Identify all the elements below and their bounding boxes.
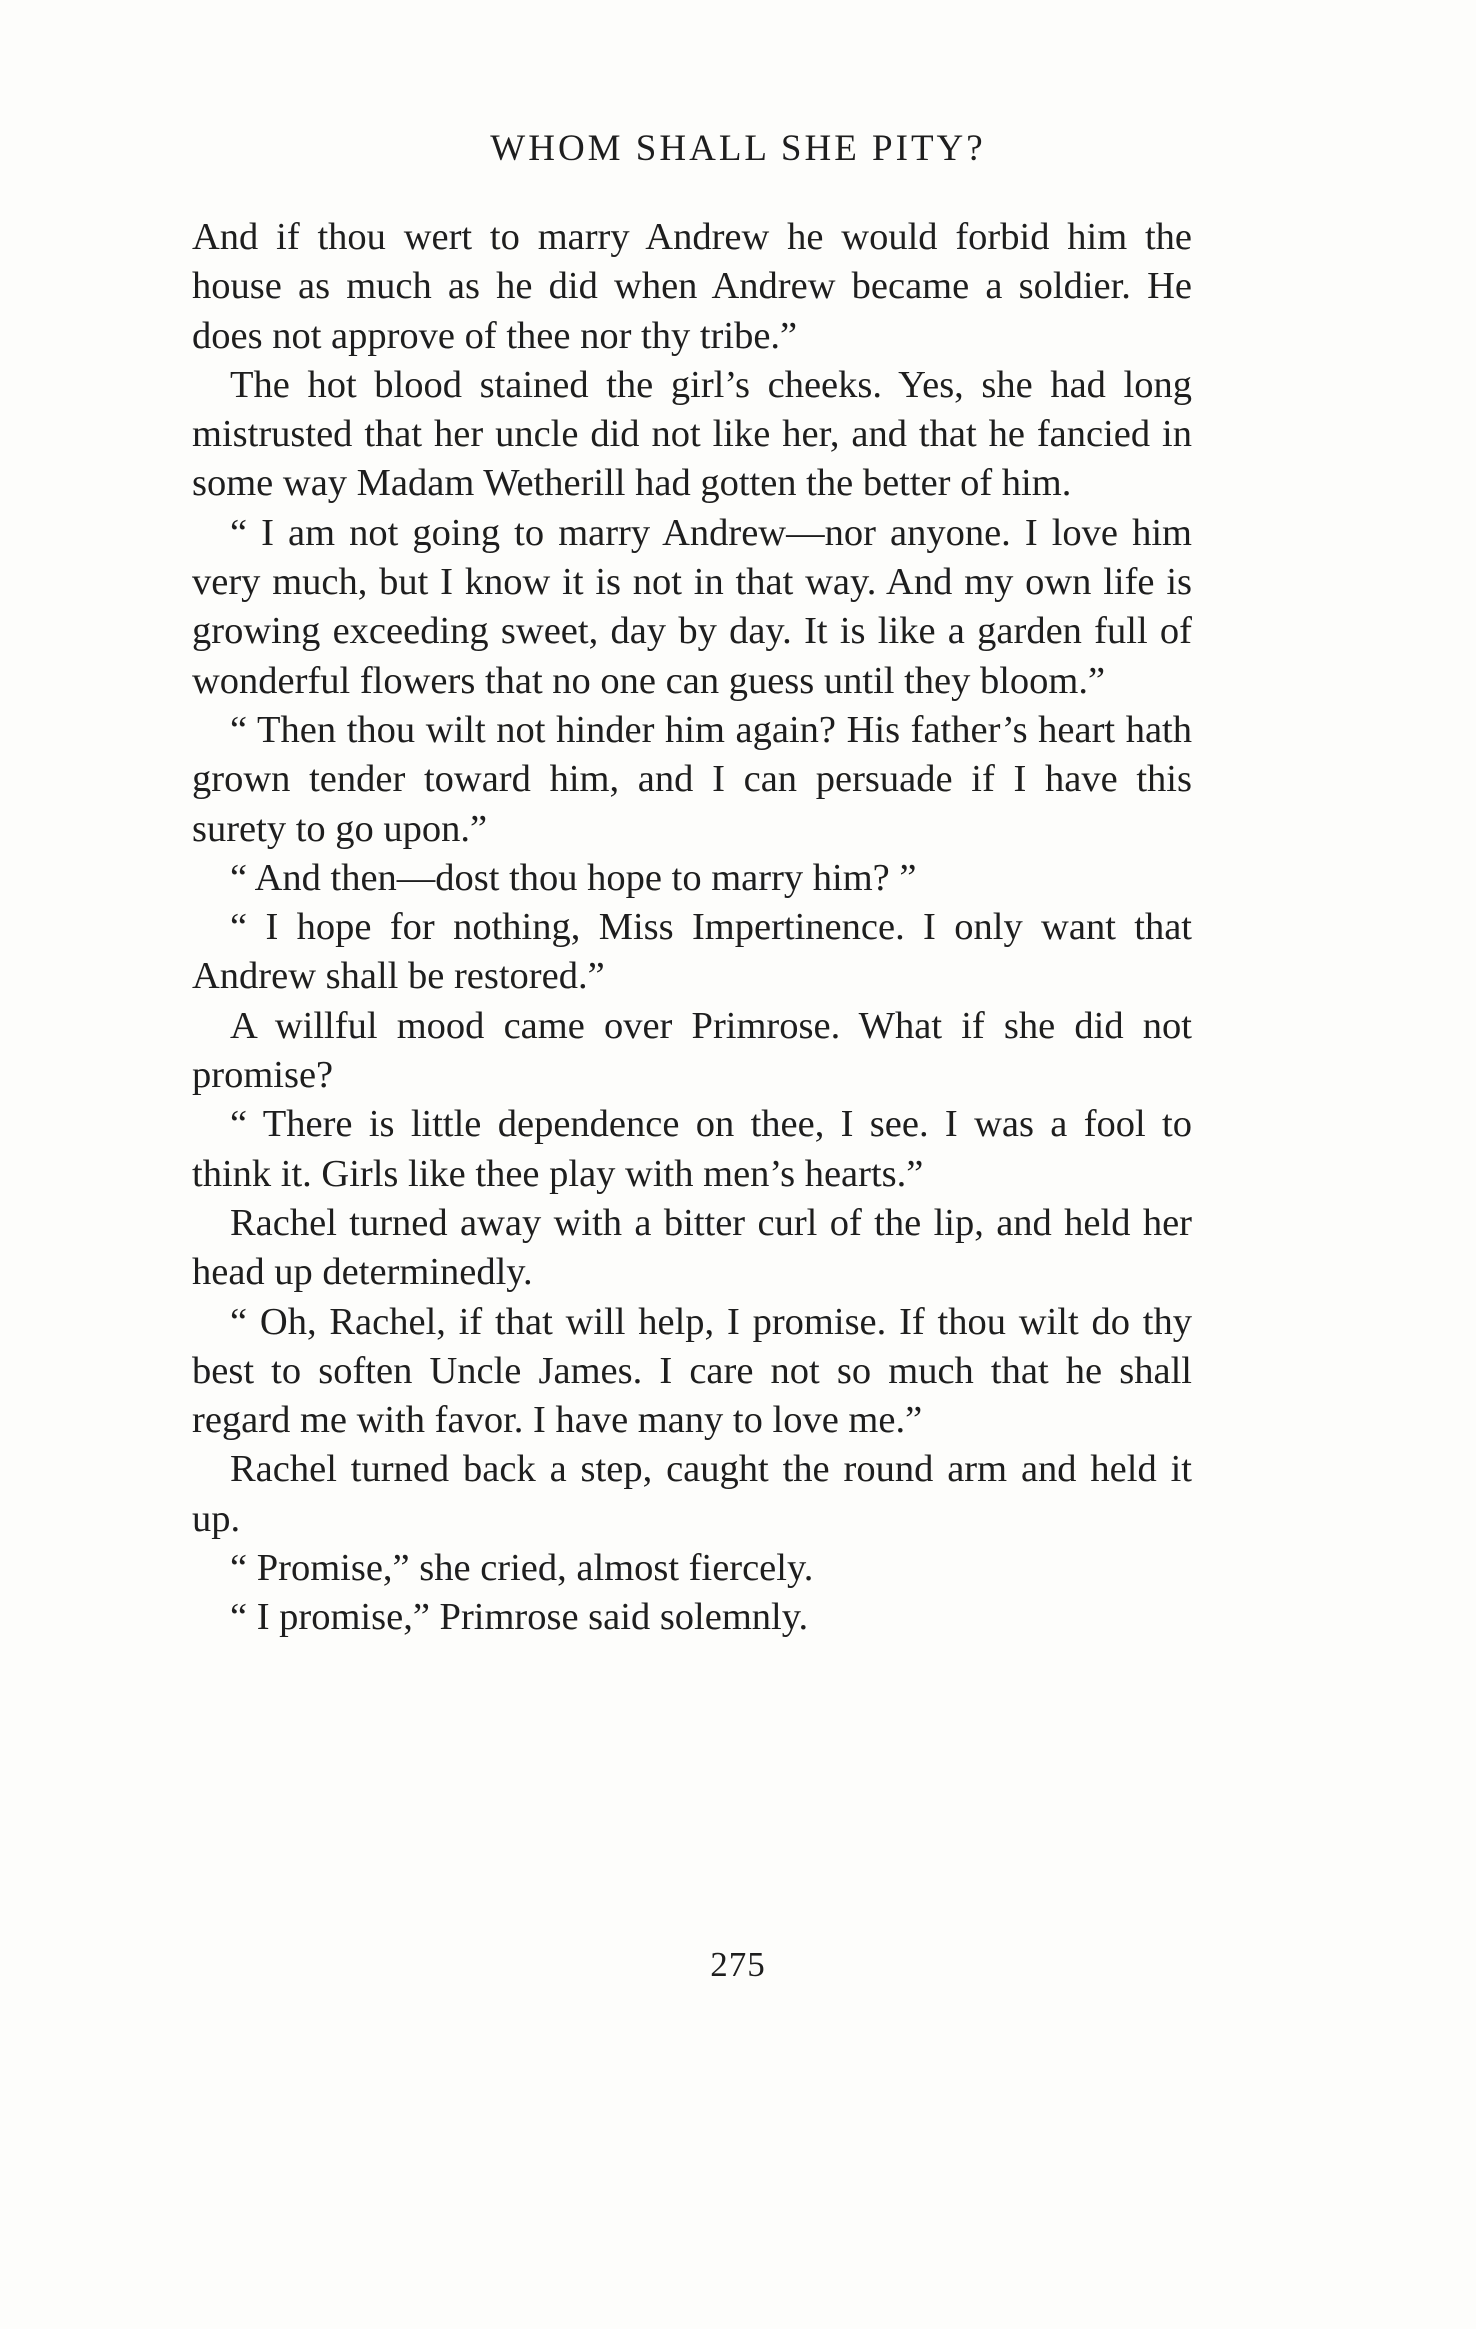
running-head: WHOM SHALL SHE PITY? <box>490 128 986 169</box>
paragraph: “ Promise,” she cried, almost fiercely. <box>230 1547 814 1590</box>
paragraph: A willful mood came over Primrose. What if she did not promise? <box>192 1004 1192 1097</box>
page-number: 275 <box>710 1945 766 1984</box>
paragraph: “ There is little dependence on thee, I see. I was a fool to think it. Girls like thee play with men’s hearts.” <box>192 1103 1192 1195</box>
paragraph: “ I promise,” Primrose said solemnly. <box>230 1596 809 1639</box>
paragraph: “ I hope for nothing, Miss Impertinence. I only want that Andrew shall be restored.” <box>192 906 1192 998</box>
body-text <box>192 213 1192 1643</box>
paragraph-continuation: And if thou wert to marry Andrew he would forbid him the house as much as he did when Andrew became a soldier. He does not approve of thee nor thy tribe.” <box>192 216 1192 357</box>
paragraph: The hot blood stained the girl’s cheeks. Yes, she had long mistrusted that her uncle did not like her, and that he fancied in some way Madam Wetherill had gotten the better of him. <box>192 363 1192 505</box>
paragraph: “ And then—dost thou hope to marry him? ” <box>230 856 917 899</box>
paragraph: Rachel turned away with a bitter curl of the lip, and held her head up determinedly. <box>192 1201 1192 1294</box>
paragraph: “ Then thou wilt not hinder him again? His father’s heart hath grown tender toward him, and I can persuade if I have this surety to go upon.” <box>192 708 1192 850</box>
paragraph: Rachel turned back a step, caught the round arm and held it up. <box>192 1448 1192 1540</box>
paragraph: “ I am not going to marry Andrew—nor anyone. I love him very much, but I know it is not in that way. And my own life is growing exceeding sweet, day by day. It is like a garden full of wonderful flowers that no one can guess until they bloom.” <box>192 511 1192 702</box>
paragraph: “ Oh, Rachel, if that will help, I promise. If thou wilt do thy best to soften Uncle James. I care not so much that he shall regard me with favor. I have many to love me.” <box>192 1300 1192 1442</box>
